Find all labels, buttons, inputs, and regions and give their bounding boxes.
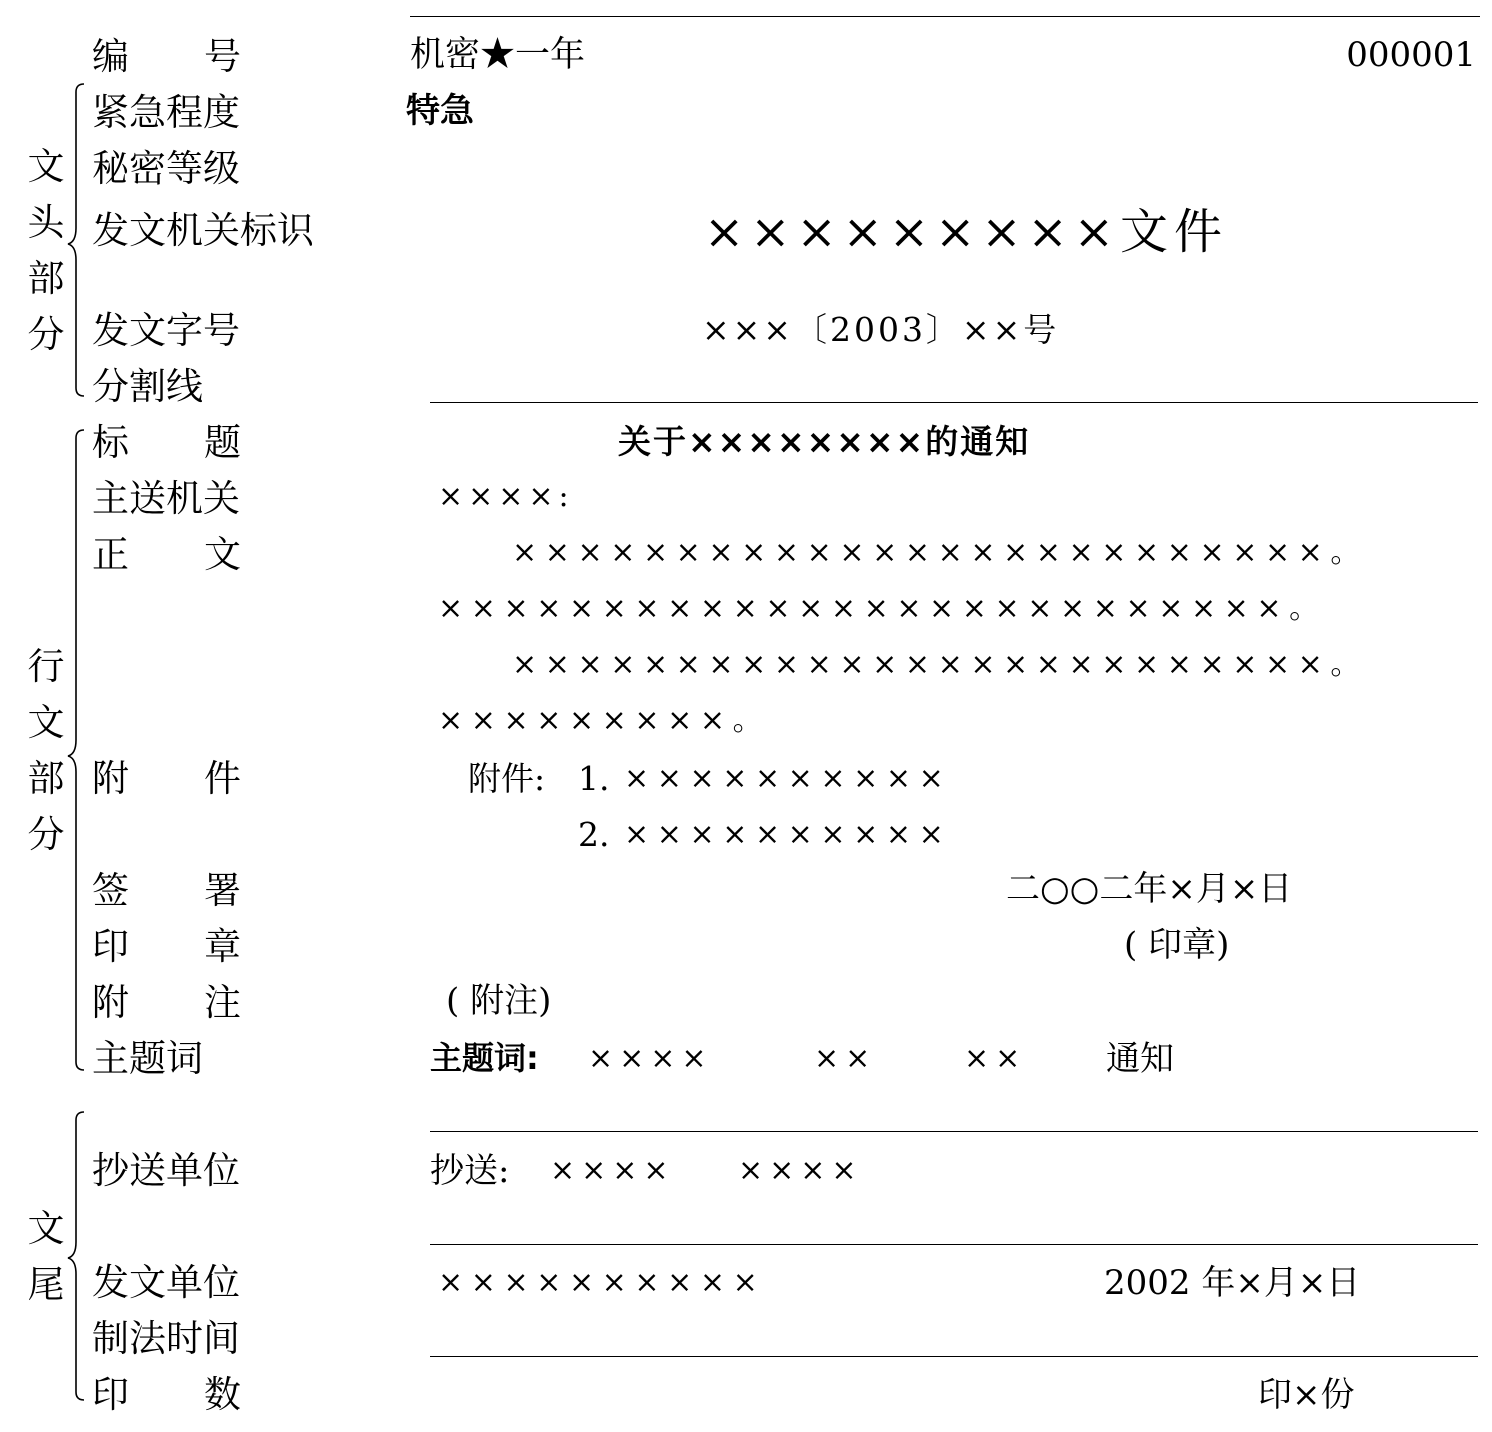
label-keywords: 主题词 bbox=[92, 1037, 203, 1080]
label-attachment-right: 件 bbox=[204, 757, 241, 800]
section-body-char: 分 bbox=[27, 813, 65, 856]
label-serial-right: 号 bbox=[204, 35, 241, 78]
label-attachment-left: 附 bbox=[92, 757, 129, 800]
body-line: ×××××××××。 bbox=[438, 703, 771, 738]
attachment-item: ×××××××××× bbox=[624, 817, 952, 852]
label-note-right: 注 bbox=[204, 981, 241, 1024]
label-serial-left: 编 bbox=[92, 35, 129, 78]
body-brace bbox=[68, 430, 84, 1070]
section-header-char: 分 bbox=[27, 313, 65, 356]
body-line: ×××××××××××××××××××××××××。 bbox=[512, 647, 1369, 682]
section-footer-char: 文 bbox=[27, 1207, 65, 1250]
attachment-label: 附件: bbox=[468, 759, 546, 798]
attachment-item: ×××××××××× bbox=[624, 761, 952, 796]
label-issuing-org-mark: 发文机关标识 bbox=[92, 209, 314, 252]
keyword: ×× bbox=[964, 1041, 1027, 1076]
label-title-right: 题 bbox=[204, 421, 241, 464]
label-main-recipient: 主送机关 bbox=[92, 477, 240, 520]
issuer-top-rule bbox=[430, 1244, 1478, 1245]
top-rule bbox=[410, 16, 1480, 17]
label-cc-units: 抄送单位 bbox=[92, 1149, 240, 1192]
note-placeholder: ( 附注) bbox=[446, 981, 552, 1021]
label-title-left: 标 bbox=[92, 421, 129, 464]
section-header-char: 部 bbox=[27, 257, 65, 300]
cc-label: 抄送: bbox=[430, 1151, 510, 1191]
keyword: 通知 bbox=[1106, 1039, 1174, 1079]
keywords-label: 主题词: bbox=[430, 1039, 539, 1077]
label-divider: 分割线 bbox=[92, 365, 203, 408]
seal-placeholder: ( 印章) bbox=[1124, 925, 1230, 965]
section-header-char: 文 bbox=[27, 145, 65, 188]
label-signature-right: 署 bbox=[204, 869, 241, 912]
label-urgency: 紧急程度 bbox=[92, 91, 240, 134]
label-note-left: 附 bbox=[92, 981, 129, 1024]
doc-number-value: ×××〔2003〕××号 bbox=[702, 310, 1060, 349]
cc-unit: ×××× bbox=[550, 1153, 675, 1188]
org-file-title: ×××××××××文件 bbox=[704, 204, 1228, 260]
section-header-char: 头 bbox=[27, 201, 65, 244]
header-brace bbox=[68, 84, 84, 396]
attachment-num: 2. bbox=[578, 815, 610, 854]
keyword: ×××× bbox=[588, 1041, 713, 1076]
section-footer-char: 尾 bbox=[27, 1263, 65, 1306]
label-print-count-right: 数 bbox=[204, 1373, 241, 1416]
footer-brace bbox=[68, 1112, 84, 1400]
label-issuing-unit: 发文单位 bbox=[92, 1261, 240, 1304]
body-line: ××××××××××××××××××××××××××。 bbox=[438, 591, 1327, 626]
section-body-char: 行 bbox=[27, 645, 65, 688]
keyword: ×× bbox=[814, 1041, 877, 1076]
cc-unit: ×××× bbox=[738, 1153, 863, 1188]
label-secrecy: 秘密等级 bbox=[92, 147, 240, 190]
recipient-value: ××××: bbox=[438, 479, 574, 514]
notice-title: 关于××××××××的通知 bbox=[618, 422, 1031, 461]
label-seal-right: 章 bbox=[204, 925, 241, 968]
label-body-right: 文 bbox=[204, 533, 241, 576]
attachment-num: 1. bbox=[578, 759, 610, 798]
sign-date: 二○○二年×月×日 bbox=[1006, 869, 1293, 909]
label-issue-time: 制法时间 bbox=[92, 1317, 240, 1360]
issuer-value: ×××××××××× bbox=[438, 1265, 766, 1300]
label-print-count-left: 印 bbox=[92, 1373, 129, 1416]
secrecy-mark: 机密★一年 bbox=[410, 35, 586, 75]
body-line: ×××××××××××××××××××××××××。 bbox=[512, 535, 1369, 570]
print-top-rule bbox=[430, 1356, 1478, 1357]
urgency-value: 特急 bbox=[406, 91, 474, 131]
section-body-char: 部 bbox=[27, 757, 65, 800]
print-count: 印×份 bbox=[1258, 1375, 1355, 1415]
red-divider-line bbox=[430, 402, 1478, 403]
issue-date: 2002 年×月×日 bbox=[1104, 1263, 1361, 1303]
label-signature-left: 签 bbox=[92, 869, 129, 912]
label-body-left: 正 bbox=[92, 533, 129, 576]
cc-top-rule bbox=[430, 1131, 1478, 1132]
label-seal-left: 印 bbox=[92, 925, 129, 968]
section-body-char: 文 bbox=[27, 701, 65, 744]
label-doc-number: 发文字号 bbox=[92, 309, 240, 352]
serial-number: 000001 bbox=[1346, 35, 1476, 75]
